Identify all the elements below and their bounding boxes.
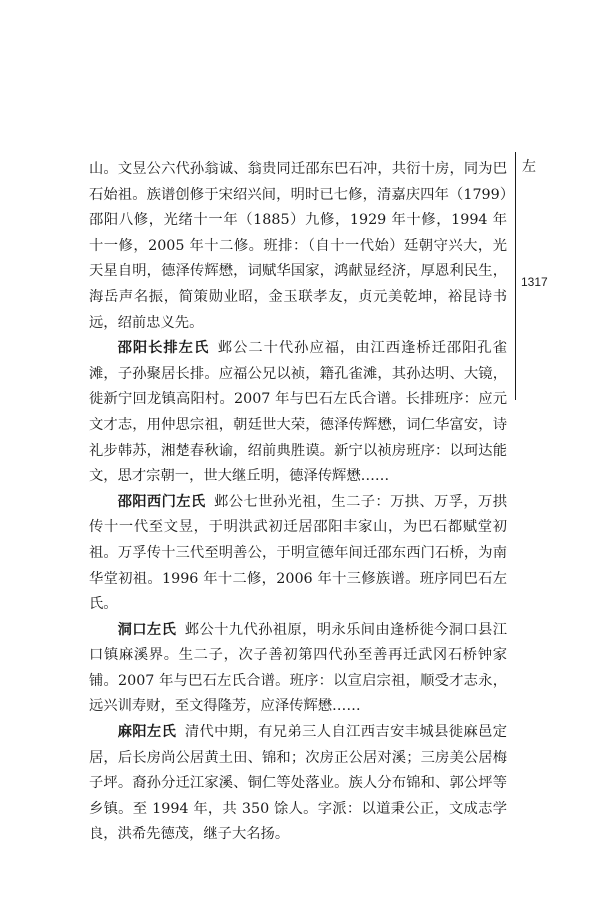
- section-heading: 邵阳长排左氏: [117, 340, 210, 357]
- page-text: [89, 157, 507, 848]
- side-rule: [515, 152, 516, 400]
- paragraph-dongkou: [89, 618, 507, 720]
- paragraph-text: 邺公七世孙光祖，生二子：万拱、万孚，万拱传十一代至文昱，于明洪武初迁居邵阳丰家山，为巴石都赋堂初祖。万孚传十三代至明善公，于明宣德年间迁邵东西门石桥，为南华堂初祖。1996 年十二修，2006 年十三修族谱。班序同巴石左氏。: [89, 493, 507, 613]
- paragraph-intro: [89, 157, 507, 336]
- paragraph-shaoyang-changpai: [89, 336, 507, 490]
- paragraph-text: 邺公二十代孙应福，由江西逢桥迁邵阳孔雀滩，子孙聚居长排。应福公兄以祯，籍孔雀滩，其孙达明、大镜，徙新宁回龙镇高阳村。2007 年与巴石左氏合谱。长排班序：应元文才志，用仲思宗祖，朝廷世大荣，德泽传辉懋，词仁华富安，诗礼步韩苏，湘楚春秋谕，绍前典胜谟。新宁以祯房班序：以珂达能文，思才宗朝一，世大继丘明，德泽传辉懋……: [89, 340, 508, 485]
- page-number: 1317: [521, 275, 548, 289]
- paragraph-text: 邺公十九代孙祖原，明永乐间由逢桥徙今洞口县江口镇麻溪界。生二子，次子善初第四代孙至善再迁武冈石桥钟家铺。2007 年与巴石左氏合谱。班序：以宣启宗祖，顺受才志永，远兴训寿财，至文得隆芳，应泽传辉懋……: [89, 621, 508, 715]
- paragraph-mayang: [89, 720, 507, 848]
- section-heading: 邵阳西门左氏: [117, 493, 206, 510]
- section-heading: 洞口左氏: [117, 621, 177, 638]
- paragraph-text: 清代中期，有兄弟三人自江西吉安丰城县徙麻邑定居，后长房尚公居黄土田、锦和；次房正公居对溪；三房美公居梅子坪。裔孙分迁江家溪、铜仁等处落业。族人分布锦和、郭公坪等乡镇。至 1994 年，共 350 馀人。字派：以道秉公正，文成志学良，洪希先德茂，继子大名扬。: [89, 724, 508, 843]
- section-heading: 麻阳左氏: [117, 724, 177, 741]
- side-section-label: 左: [522, 159, 536, 175]
- paragraph-text: 山。文昱公六代孙翁诚、翁贵同迁邵东巴石冲，共衍十房，同为巴石始祖。族谱创修于宋绍兴间，明时已七修，清嘉庆四年（1799）邵阳八修，光绪十一年（1885）九修，1929 年十修，1994 年十一修，2005 年十二修。班排：（自十一代始）廷朝守兴大，光天星自明，德泽传辉懋，词赋华国家，鸿献显经济，厚恩利民生，海岳声名振，简策勋业昭，金玉联孝友，贞元美乾坤，裕昆诗书远，绍前忠义先。: [89, 161, 507, 331]
- paragraph-shaoyang-ximen: [89, 490, 507, 618]
